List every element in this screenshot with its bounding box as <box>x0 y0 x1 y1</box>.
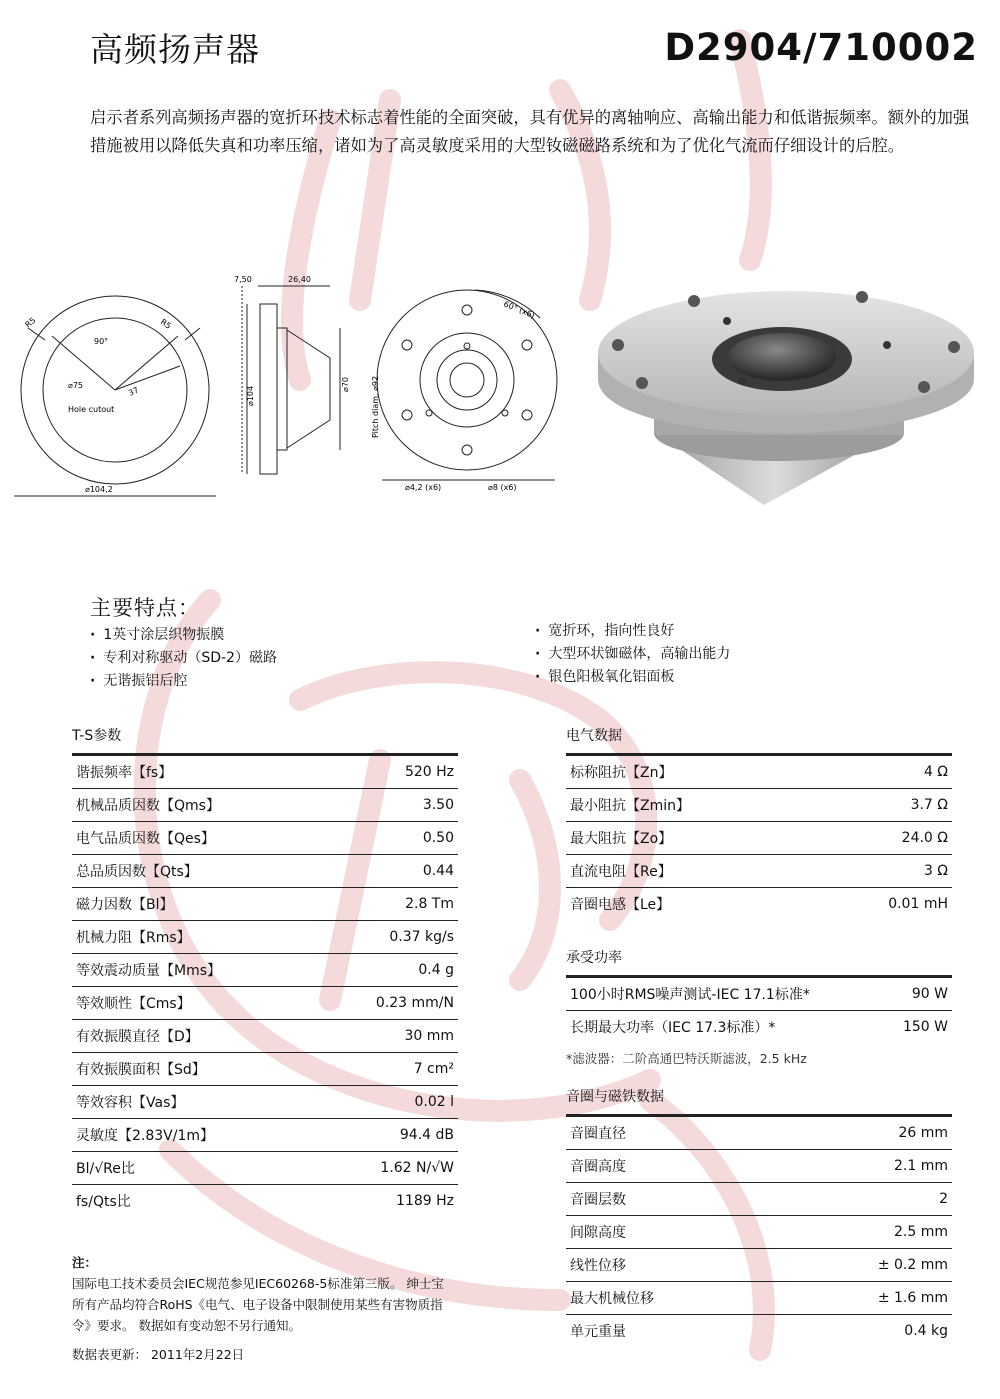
power-heading: 承受功率 <box>566 950 622 966</box>
model-number: D2904/710002 <box>664 26 978 69</box>
table-row <box>72 855 458 888</box>
power-table <box>566 975 952 1043</box>
row-value: 4 Ω <box>923 764 948 780</box>
table-row <box>72 954 458 987</box>
table-row <box>566 978 952 1011</box>
row-value: 0.01 mH <box>888 896 948 912</box>
row-label: 音圈直径 <box>570 1126 626 1142</box>
row-label: 单元重量 <box>570 1324 626 1340</box>
table-row <box>566 1315 952 1347</box>
technical-drawing <box>10 268 570 508</box>
row-value: ± 1.6 mm <box>877 1290 948 1306</box>
row-label: 总品质因数【Qts】 <box>76 864 198 880</box>
cutout-dim-37: 37 <box>127 385 141 398</box>
ts-heading: T-S参数 <box>72 728 122 744</box>
table-row <box>72 756 458 789</box>
front-diameter-4-2: ⌀4,2 (x6) <box>405 483 442 492</box>
row-value: 2 <box>939 1191 948 1207</box>
row-label: Bl/√Re比 <box>76 1161 135 1177</box>
table-row <box>566 1011 952 1043</box>
row-label: 100小时RMS噪声测试-IEC 17.1标准* <box>570 987 810 1003</box>
coil-magnet-section <box>566 1088 952 1347</box>
hole-cutout-label: Hole cutout <box>68 405 115 414</box>
row-value: 0.50 <box>422 830 454 846</box>
side-diameter-70: ⌀70 <box>341 377 350 392</box>
cutout-diameter-75: ⌀75 <box>68 381 83 390</box>
feature-item: · 1英寸涂层织物振膜 <box>90 624 277 647</box>
row-label: 有效振膜直径【D】 <box>76 1029 199 1045</box>
electrical-table <box>566 753 952 920</box>
row-label: 直流电阻【Re】 <box>570 864 672 880</box>
table-row <box>566 1117 952 1150</box>
notes-text: 国际电工技术委员会IEC规范参见IEC60268-5标准第三版。 绅士宝所有产品均符合RoHS《电气、电子设备中限制使用某些有害物质指令》要求。 数据如有变动恕不另行通知。 <box>72 1276 444 1333</box>
features-heading: 主要特点： <box>90 596 200 620</box>
filter-note: *滤波器：二阶高通巴特沃斯滤波，2.5 kHz <box>566 1051 807 1066</box>
row-value: 0.02 l <box>414 1094 454 1110</box>
cutout-angle: 90° <box>94 337 109 346</box>
feature-item: · 无谐振铝后腔 <box>90 670 277 693</box>
row-value: 150 W <box>902 1019 948 1035</box>
row-label: 标称阻抗【Zn】 <box>570 765 673 781</box>
feature-item: · 专利对称驱动（SD-2）磁路 <box>90 647 277 670</box>
row-value: 0.23 mm/N <box>375 995 454 1011</box>
table-row <box>72 987 458 1020</box>
coil-table <box>566 1114 952 1347</box>
electrical-heading: 电气数据 <box>566 728 622 744</box>
side-view <box>242 286 340 474</box>
cutout-view <box>14 296 216 496</box>
row-value: 3.7 Ω <box>910 797 948 813</box>
table-row <box>566 1183 952 1216</box>
row-value: 0.4 g <box>418 962 454 978</box>
table-row <box>72 921 458 954</box>
table-row <box>72 1020 458 1053</box>
table-row <box>72 1185 458 1217</box>
table-row <box>566 1249 952 1282</box>
table-row <box>72 1086 458 1119</box>
table-row <box>566 888 952 920</box>
table-row <box>566 756 952 789</box>
features-list-left <box>90 624 277 693</box>
row-value: 30 mm <box>404 1028 454 1044</box>
row-value: 94.4 dB <box>399 1127 454 1143</box>
intro-paragraph: 启示者系列高频扬声器的宽折环技术标志着性能的全面突破，具有优异的离轴响应、高输出能力和低谐振频率。额外的加强措施被用以降低失真和功率压缩，诸如为了高灵敏度采用的大型钕磁磁路系统和为了优化气流而仔细设计的后腔。 <box>90 108 970 155</box>
side-dim-26-40: 26,40 <box>288 275 311 284</box>
ts-table <box>72 753 458 1217</box>
feature-item: · 宽折环，指向性良好 <box>535 620 730 643</box>
row-value: 2.1 mm <box>894 1158 948 1174</box>
power-section <box>566 949 952 1067</box>
side-dim-7-50: 7,50 <box>234 275 252 284</box>
row-value: 7 cm² <box>413 1061 454 1077</box>
front-diameter-8: ⌀8 (x6) <box>488 483 517 492</box>
cutout-r5-right: R5 <box>158 317 173 331</box>
table-row <box>566 1282 952 1315</box>
row-label: 灵敏度【2.83V/1m】 <box>76 1128 215 1144</box>
table-row <box>72 1152 458 1185</box>
row-label: 有效振膜面积【Sd】 <box>76 1062 206 1078</box>
row-value: 3.50 <box>422 797 454 813</box>
front-pitch-diameter: Pitch diam. ⌀92 <box>371 375 380 438</box>
notes-heading: 注： <box>72 1255 98 1270</box>
cutout-r5-left: R5 <box>23 315 38 330</box>
table-row <box>566 789 952 822</box>
datasheet-updated: 数据表更新： 2011年2月22日 <box>72 1347 245 1362</box>
table-row <box>566 1150 952 1183</box>
row-label: 最小阻抗【Zmin】 <box>570 798 690 814</box>
row-label: 最大机械位移 <box>570 1291 654 1307</box>
table-row <box>566 1216 952 1249</box>
row-value: ± 0.2 mm <box>877 1257 948 1273</box>
table-row <box>72 1053 458 1086</box>
ts-parameters-section <box>72 727 458 1217</box>
row-value: 1189 Hz <box>396 1193 454 1209</box>
feature-item: · 大型环状铷磁体，高输出能力 <box>535 643 730 666</box>
row-label: 间隙高度 <box>570 1225 626 1241</box>
row-value: 2.5 mm <box>894 1224 948 1240</box>
row-label: 谐振频率【fs】 <box>76 765 173 781</box>
row-label: 等效震动质量【Mms】 <box>76 963 222 979</box>
row-label: fs/Qts比 <box>76 1194 131 1210</box>
side-diameter-104: ⌀104 <box>246 385 255 406</box>
table-row <box>72 888 458 921</box>
product-photo <box>594 283 979 513</box>
front-angle-60: 60° (x6) <box>502 299 537 321</box>
row-value: 24.0 Ω <box>901 830 948 846</box>
row-label: 最大阻抗【Zo】 <box>570 831 673 847</box>
row-value: 520 Hz <box>404 764 454 780</box>
row-label: 机械品质因数【Qms】 <box>76 798 220 814</box>
cutout-diameter-104-2: ⌀104,2 <box>85 485 113 494</box>
row-value: 26 mm <box>898 1125 948 1141</box>
page-title: 高频扬声器 <box>90 30 260 69</box>
row-label: 音圈层数 <box>570 1192 626 1208</box>
row-label: 磁力因数【Bl】 <box>76 897 174 913</box>
row-label: 等效容积【Vas】 <box>76 1095 185 1111</box>
table-row <box>566 855 952 888</box>
row-label: 等效顺性【Cms】 <box>76 996 191 1012</box>
table-row <box>72 1119 458 1152</box>
electrical-section <box>566 727 952 920</box>
table-row <box>72 789 458 822</box>
row-value: 0.37 kg/s <box>389 929 454 945</box>
feature-item: · 银色阳极氧化铝面板 <box>535 666 730 689</box>
row-label: 音圈高度 <box>570 1159 626 1175</box>
row-label: 音圈电感【Le】 <box>570 897 671 913</box>
coil-heading: 音圈与磁铁数据 <box>566 1089 664 1105</box>
table-row <box>566 822 952 855</box>
row-label: 线性位移 <box>570 1258 626 1274</box>
row-value: 3 Ω <box>923 863 948 879</box>
row-value: 0.44 <box>422 863 454 879</box>
features-list-right <box>535 620 730 689</box>
row-label: 机械力阻【Rms】 <box>76 930 191 946</box>
notes-block <box>72 1252 452 1365</box>
row-value: 90 W <box>911 986 948 1002</box>
row-label: 长期最大功率（IEC 17.3标准）* <box>570 1020 776 1036</box>
row-value: 0.4 kg <box>904 1323 948 1339</box>
row-label: 电气品质因数【Qes】 <box>76 831 215 847</box>
row-value: 1.62 N/√W <box>380 1160 454 1176</box>
row-value: 2.8 Tm <box>405 896 454 912</box>
table-row <box>72 822 458 855</box>
